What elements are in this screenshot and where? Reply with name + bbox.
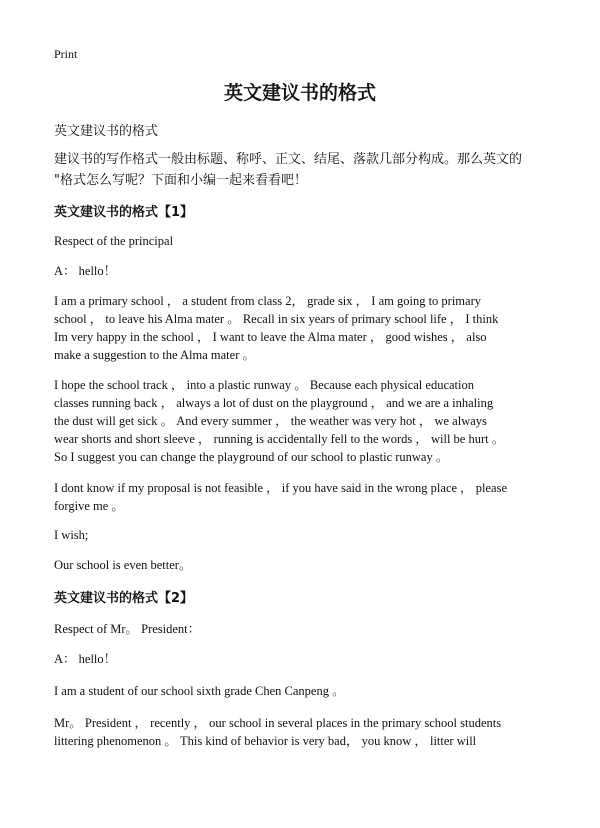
paragraph-line: Im very happy in the school ， I want to leave the Alma mater ， good wishes ， also: [54, 330, 487, 344]
closing-text: Our school is even better。: [54, 558, 192, 572]
paragraph-line: the dust will get sick 。 And every summer ， the weather was very hot ， we always: [54, 414, 487, 428]
greeting-text: A： hello！: [54, 652, 117, 666]
document-title: 英文建议书的格式: [223, 82, 376, 104]
intro-line: "格式怎么写呢？下面和小编一起来看看吧！: [54, 173, 307, 188]
paragraph-line: school ， to leave his Alma mater 。 Recall in six years of primary school life ， I think: [54, 312, 499, 326]
section-heading-2: 英文建议书的格式【2】: [54, 591, 194, 606]
paragraph-line: littering phenomenon 。 This kind of behavior is very bad， you know ， litter will: [54, 734, 477, 748]
closing-line-2: [54, 556, 554, 574]
greeting-text: A： hello！: [54, 264, 117, 278]
closing-text: I wish;: [54, 528, 89, 542]
paragraph-line: I am a primary school ， a student from class 2， grade six ， I am going to primary: [54, 294, 481, 308]
body-paragraph-3: [54, 479, 554, 515]
section-heading-1: 英文建议书的格式【1】: [54, 205, 194, 220]
document-subtitle: 英文建议书的格式: [54, 124, 159, 139]
greeting-1: [54, 262, 554, 280]
paragraph-line: Mr。 President ， recently ， our school in several places in the primary school students: [54, 716, 502, 730]
body-paragraph-2: [54, 376, 554, 466]
body-paragraph-4: [54, 682, 554, 700]
body-paragraph-1: [54, 292, 554, 364]
paragraph-line: I hope the school track ， into a plastic runway 。 Because each physical education: [54, 378, 474, 392]
paragraph-line: I dont know if my proposal is not feasible ， if you have said in the wrong place ， please: [54, 481, 508, 495]
body-paragraph-5: [54, 714, 554, 750]
salutation-text: Respect of the principal: [54, 234, 174, 248]
intro-paragraph: [54, 149, 554, 191]
paragraph-line: So I suggest you can change the playground of our school to plastic runway 。: [54, 450, 449, 464]
salutation-1: [54, 232, 554, 250]
paragraph-line: classes running back ， always a lot of dust on the playground ， and we are a inhaling: [54, 396, 494, 410]
salutation-2: [54, 620, 554, 638]
paragraph-line: forgive me 。: [54, 499, 124, 513]
print-link[interactable]: Print: [54, 47, 78, 61]
closing-line-1: [54, 526, 554, 544]
paragraph-line: I am a student of our school sixth grade Chen Canpeng 。: [54, 684, 345, 698]
greeting-2: [54, 650, 554, 668]
paragraph-line: make a suggestion to the Alma mater 。: [54, 348, 255, 362]
salutation-text: Respect of Mr。 President：: [54, 622, 201, 636]
paragraph-line: wear shorts and short sleeve ， running is accidentally fell to the words ， will be hurt 。: [54, 432, 505, 446]
intro-line: 建议书的写作格式一般由标题、称呼、正文、结尾、落款几部分构成。那么英文的: [54, 152, 523, 167]
